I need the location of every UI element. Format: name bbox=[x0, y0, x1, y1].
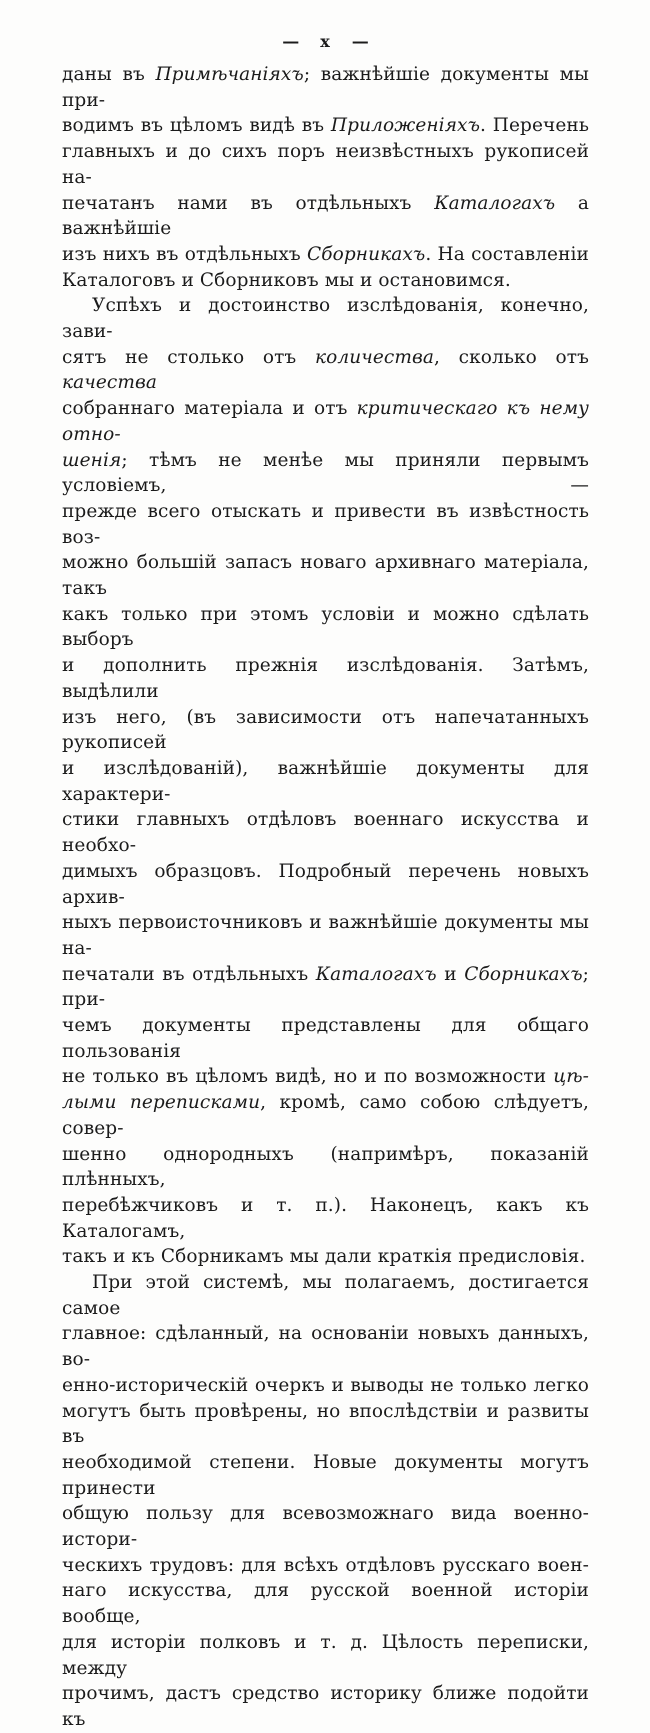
text-segment: прежде всего отыскать и привести въ извѣстность воз- bbox=[62, 500, 589, 548]
text-line bbox=[62, 191, 589, 242]
text-segment: сятъ не столько отъ bbox=[62, 346, 315, 368]
text-line bbox=[62, 139, 589, 190]
text-segment: а важнѣйшіе bbox=[62, 192, 589, 240]
text-line bbox=[62, 1064, 589, 1090]
text-segment: , сколько отъ bbox=[433, 346, 589, 368]
text-segment: собраннаго матеріала и отъ bbox=[62, 398, 357, 420]
text-block bbox=[62, 62, 589, 1733]
text-line bbox=[62, 345, 589, 396]
header-rule-left: — bbox=[282, 32, 299, 52]
text-segment: печатанъ нами въ отдѣльныхъ bbox=[62, 192, 435, 214]
text-segment: и изслѣдованій), важнѣйшіе документы для характери- bbox=[62, 757, 589, 805]
text-line bbox=[62, 602, 589, 653]
text-line bbox=[62, 859, 589, 910]
paragraph bbox=[62, 1270, 589, 1733]
header-rule-right: — bbox=[351, 32, 368, 52]
text-line bbox=[62, 1244, 589, 1270]
text-segment: общую пользу для всевозможнаго вида военно-истори- bbox=[62, 1503, 589, 1551]
text-segment: какъ только при этомъ условіи и можно сдѣлать выборъ bbox=[62, 603, 589, 651]
text-line bbox=[62, 448, 589, 499]
paragraph bbox=[62, 62, 589, 293]
page-header bbox=[0, 32, 650, 52]
text-line bbox=[62, 1450, 589, 1501]
text-segment: и bbox=[436, 963, 465, 985]
italic-text-segment: критическаго къ нему отно- bbox=[62, 398, 589, 445]
paragraph bbox=[62, 293, 589, 1270]
italic-text-segment: Каталогахъ bbox=[434, 192, 556, 214]
text-segment: такъ и къ Сборникамъ мы дали краткія предисловія. bbox=[62, 1246, 586, 1268]
text-segment: для исторіи полковъ и т. д. Цѣлость переписки, между bbox=[62, 1631, 589, 1679]
text-segment: печатали въ отдѣльныхъ bbox=[62, 963, 316, 985]
text-segment: ныхъ первоисточниковъ и важнѣйшіе документы мы на- bbox=[62, 912, 589, 959]
italic-text-segment: количества bbox=[314, 346, 434, 368]
text-line bbox=[62, 1270, 589, 1321]
text-segment: водимъ въ цѣломъ видѣ въ bbox=[62, 115, 331, 137]
text-segment: димыхъ образцовъ. Подробный перечень новыхъ архив- bbox=[62, 860, 589, 908]
text-segment: чемъ документы представлены для общаго пользованія bbox=[62, 1015, 589, 1062]
text-segment: изъ него, (въ зависимости отъ напечатанныхъ рукописей bbox=[62, 706, 589, 754]
text-line bbox=[62, 1681, 589, 1732]
italic-text-segment: Сборникахъ bbox=[464, 963, 583, 985]
text-segment: . На составленіи bbox=[425, 243, 589, 265]
text-segment: При этой системѣ, мы полагаемъ, достигается самое bbox=[62, 1272, 589, 1319]
italic-text-segment: шенія bbox=[62, 449, 122, 471]
italic-text-segment: качества bbox=[62, 372, 158, 394]
text-segment: шенно однородныхъ (напримѣръ, показаній плѣнныхъ, bbox=[62, 1143, 589, 1191]
page-number: x bbox=[320, 31, 330, 51]
text-segment: Каталоговъ и Сборниковъ мы и остановимся. bbox=[62, 269, 511, 291]
text-segment: главное: сдѣланный, на основаніи новыхъ данныхъ, во- bbox=[62, 1323, 589, 1371]
text-line bbox=[62, 1142, 589, 1193]
text-line bbox=[62, 1501, 589, 1552]
text-segment: енно-историческій очеркъ и выводы не только легко bbox=[62, 1374, 589, 1396]
italic-text-segment: Сборникахъ bbox=[306, 243, 426, 265]
text-line bbox=[62, 910, 589, 961]
text-segment: главныхъ и до сихъ поръ неизвѣстныхъ рукописей на- bbox=[62, 141, 589, 188]
text-segment: не только въ цѣломъ видѣ, но и по возможности bbox=[62, 1066, 554, 1088]
text-segment: могутъ быть провѣрены, но впослѣдствіи и развиты въ bbox=[62, 1400, 589, 1448]
text-line bbox=[62, 293, 589, 344]
text-line bbox=[62, 268, 589, 294]
text-segment: , кромѣ, само собою слѣдуетъ, совер- bbox=[62, 1092, 590, 1139]
text-segment: Успѣхъ и достоинство изслѣдованія, конечно, зави- bbox=[62, 295, 589, 343]
text-line bbox=[62, 1373, 589, 1399]
text-line bbox=[62, 1553, 589, 1579]
text-segment: ческихъ трудовъ: для всѣхъ отдѣловъ русскаго воен- bbox=[62, 1554, 589, 1576]
text-line bbox=[62, 1321, 589, 1372]
text-segment: необходимой степени. Новые документы могутъ принести bbox=[62, 1451, 589, 1499]
text-segment: . Перечень bbox=[480, 115, 589, 137]
italic-text-segment: Примѣчаніяхъ bbox=[155, 64, 304, 85]
text-line bbox=[62, 242, 589, 268]
text-line bbox=[62, 113, 589, 139]
text-line bbox=[62, 550, 589, 601]
text-line bbox=[62, 705, 589, 756]
text-line bbox=[62, 62, 589, 113]
text-line bbox=[62, 499, 589, 550]
text-segment: и дополнить прежнія изслѣдованія. Затѣмъ, выдѣлили bbox=[62, 655, 589, 702]
text-line bbox=[62, 1630, 589, 1681]
text-line bbox=[62, 1013, 589, 1064]
text-line bbox=[62, 1090, 589, 1141]
text-segment: ; тѣмъ не менѣе мы приняли первымъ условіемъ, — bbox=[62, 449, 589, 497]
text-segment: ; важнѣйшіе документы мы при- bbox=[62, 64, 589, 111]
text-line bbox=[62, 653, 589, 704]
text-segment: ; при- bbox=[62, 963, 589, 1011]
text-line bbox=[62, 1193, 589, 1244]
text-line bbox=[62, 807, 589, 858]
italic-text-segment: цѣ- bbox=[553, 1066, 589, 1088]
text-line bbox=[62, 1399, 589, 1450]
text-segment: даны въ bbox=[62, 64, 156, 85]
italic-text-segment: Каталогахъ bbox=[315, 963, 437, 985]
text-line bbox=[62, 756, 589, 807]
text-line bbox=[62, 1578, 589, 1629]
text-segment: изъ нихъ въ отдѣльныхъ bbox=[62, 243, 307, 265]
text-line bbox=[62, 962, 589, 1013]
text-segment: прочимъ, дастъ средство историку ближе подойти къ bbox=[62, 1683, 589, 1730]
text-segment: стики главныхъ отдѣловъ военнаго искусства и необхо- bbox=[62, 809, 589, 857]
italic-text-segment: лыми переписками bbox=[62, 1092, 261, 1114]
text-line bbox=[62, 396, 589, 447]
text-segment: наго искусства, для русской военной исторіи вообще, bbox=[62, 1580, 589, 1628]
text-segment: перебѣжчиковъ и т. п.). Наконецъ, какъ къ Каталогамъ, bbox=[62, 1194, 589, 1242]
text-segment: можно большій запасъ новаго архивнаго матеріала, такъ bbox=[62, 552, 589, 600]
italic-text-segment: Приложеніяхъ bbox=[330, 115, 481, 137]
